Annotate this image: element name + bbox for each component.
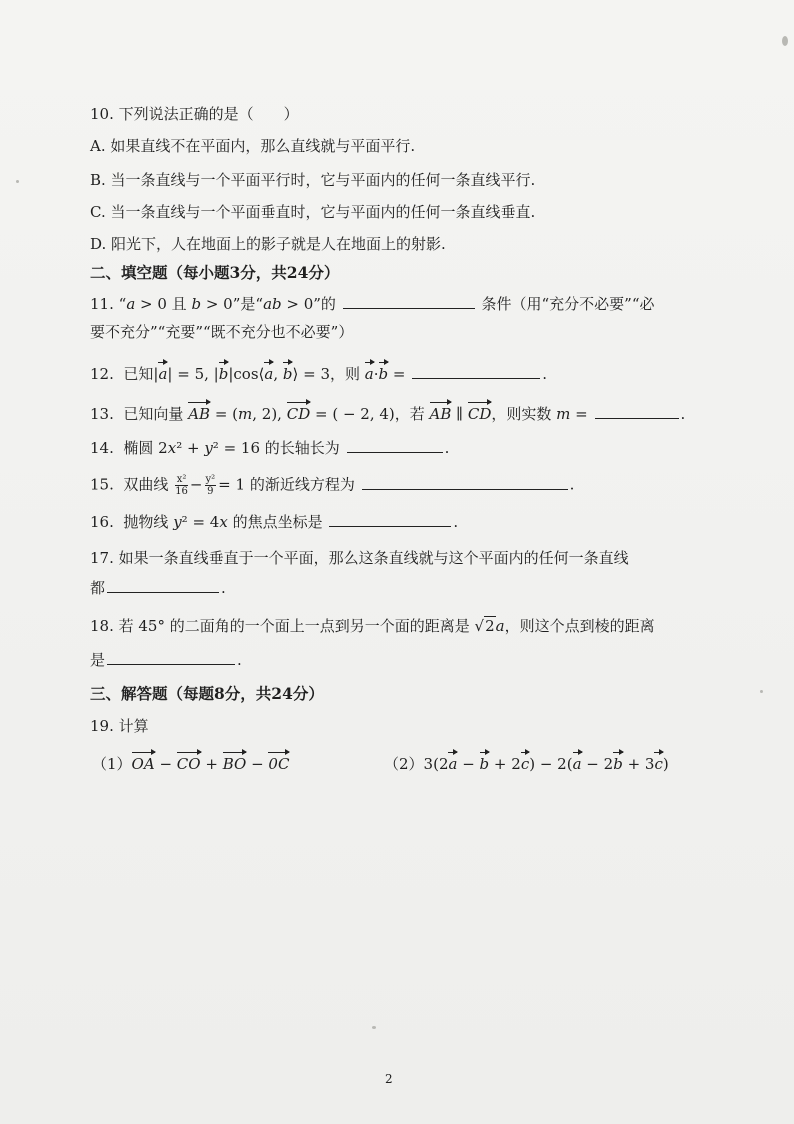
question-13: 13. 已知向量 AB = (m, 2), CD = ( − 2, 4)，若 AB ∥ CD，则实数 m = . xyxy=(90,405,686,423)
scan-speck xyxy=(782,36,788,46)
q13-answer-blank[interactable] xyxy=(595,404,679,419)
q13-number: 13. xyxy=(90,405,114,423)
vector-b: b xyxy=(218,365,229,383)
vector-bo: BO xyxy=(222,755,247,773)
vector-0c: 0C xyxy=(268,755,290,773)
q12-number: 12. xyxy=(90,365,114,383)
section-fill-in-title: 二、填空题（每小题3分，共24分） xyxy=(90,263,340,282)
question-14: 14. 椭圆 2x² + y² = 16 的长轴长为 . xyxy=(90,439,450,457)
scan-speck xyxy=(760,690,763,693)
vector-ab: AB xyxy=(429,405,452,423)
question-19-part-2: （2）3(2a − b + 2c) − 2(a − 2b + 3c) xyxy=(384,755,669,773)
question-10-option-c: C. 当一条直线与一个平面垂直时，它与平面内的任何一条直线垂直. xyxy=(90,203,536,221)
question-11-line2: 要不充分”“充要”“既不充分也不必要”） xyxy=(90,323,354,341)
q14-number: 14. xyxy=(90,439,114,457)
scan-speck xyxy=(372,1026,376,1029)
scan-speck xyxy=(16,180,19,183)
vector-a: a xyxy=(448,755,458,773)
question-17-line2: 都 . xyxy=(90,579,226,597)
fraction-x2-16: $\frac{\text{x²}}{16}$ xyxy=(175,474,188,497)
vector-a: a xyxy=(264,365,274,383)
q12-answer-blank[interactable] xyxy=(412,364,540,379)
vector-cd: CD xyxy=(467,405,492,423)
page-number: 2 xyxy=(385,1072,393,1086)
vector-a: a xyxy=(572,755,582,773)
q11-tail: 条件（用“充分不必要”“必 xyxy=(481,295,655,313)
question-11 xyxy=(90,294,655,314)
vector-b: b xyxy=(479,755,490,773)
section-solve-title: 三、解答题（每题8分，共24分） xyxy=(90,684,324,703)
q16-number: 16. xyxy=(90,513,114,531)
question-10-option-d: D. 阳光下，人在地面上的影子就是人在地面上的射影. xyxy=(90,235,446,253)
fraction-y2-9: $\frac{\text{y²}}{9}$ xyxy=(205,474,216,497)
q15-answer-blank[interactable] xyxy=(362,475,568,490)
vector-oa: OA xyxy=(131,755,155,773)
question-19-stem: 19. 计算 xyxy=(90,717,149,735)
q11-answer-blank[interactable] xyxy=(343,294,475,309)
q18-answer-blank[interactable] xyxy=(107,650,235,665)
q15-number: 15. xyxy=(90,475,114,494)
question-17: 17. 如果一条直线垂直于一个平面，那么这条直线就与这个平面内的任何一条直线 xyxy=(90,549,629,567)
vector-b: b xyxy=(378,365,389,383)
q17-answer-blank[interactable] xyxy=(107,578,219,593)
q11-number: 11. xyxy=(90,295,114,313)
question-12: 12. 已知|a| = 5, |b|cos⟨a, b⟩ = 3，则 a·b = . xyxy=(90,365,548,383)
q14-answer-blank[interactable] xyxy=(347,438,443,453)
vector-a: a xyxy=(158,365,168,383)
question-10-option-a: A. 如果直线不在平面内，那么直线就与平面平行. xyxy=(90,137,416,155)
vector-c: c xyxy=(654,755,663,773)
question-10-option-b: B. 当一条直线与一个平面平行时，它与平面内的任何一条直线平行. xyxy=(90,171,536,189)
vector-b: b xyxy=(613,755,623,773)
question-15: 15. 双曲线 $\frac{\text{x²}}{16}$ − $\frac{\text{y²}}{9}$ = 1 的渐近线方程为 . xyxy=(90,474,575,497)
q11-text: “a > 0 且 b > 0”是“ab > 0”的 xyxy=(118,295,336,313)
vector-ab: AB xyxy=(188,405,211,423)
question-10-stem: 10. 下列说法正确的是（ ） xyxy=(90,105,299,123)
sqrt-2: √2 xyxy=(474,617,495,635)
vector-b: b xyxy=(282,365,293,383)
question-19-part-1: （1）OA − CO + BO − 0C xyxy=(92,755,290,773)
q16-answer-blank[interactable] xyxy=(329,512,451,527)
question-16: 16. 抛物线 y² = 4x 的焦点坐标是 . xyxy=(90,513,459,531)
vector-cd: CD xyxy=(286,405,311,423)
question-18-line2: 是 . xyxy=(90,651,242,669)
vector-a: a xyxy=(364,365,374,383)
vector-c: c xyxy=(520,755,530,773)
vector-co: CO xyxy=(176,755,201,773)
question-18: 18. 若 45° 的二面角的一个面上一点到另一个面的距离是 √2a，则这个点到棱的距离 xyxy=(90,617,655,635)
